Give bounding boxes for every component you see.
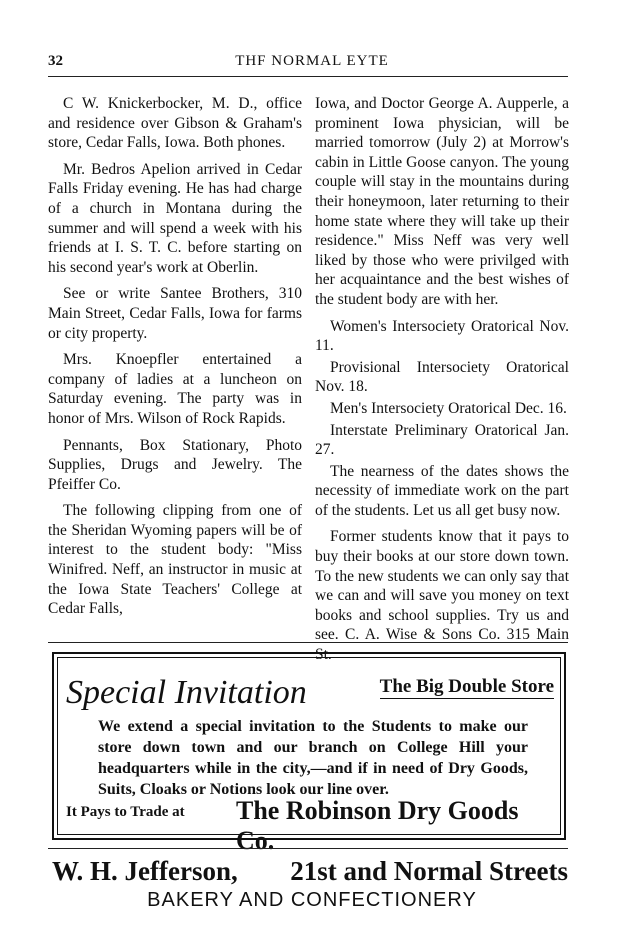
paragraph: Pennants, Box Stationary, Photo Supplies, Drugs and Jewelry. The Pfeiffer Co. xyxy=(48,436,302,493)
section-rule xyxy=(48,642,568,643)
right-column xyxy=(315,94,569,672)
paragraph: Mr. Bedros Apelion arrived in Cedar Falls Friday evening. He has had charge of a church in Montana during the summer and will spend a week with his friends at I. S. T. C. before starting on his second year's work at Oberlin. xyxy=(48,160,302,276)
ad-tagline: It Pays to Trade at xyxy=(66,804,185,820)
paragraph: The nearness of the dates shows the necessity of immediate work on the part of the students. Let us all get busy now. xyxy=(315,462,569,519)
paragraph: The following clipping from one of the Sheridan Wyoming papers will be of interest to the student body: "Miss Winifred. Neff, an instructor in music at the Iowa State Teachers' College at Cedar Falls, xyxy=(48,502,302,618)
ad-headline: Special Invitation xyxy=(66,674,307,711)
ad-body: We extend a special invitation to the Students to make our store down town and our branch on College Hill your headquarters while in the city,—and if in need of Dry Goods, Suits, Cloaks or Notions look our line over. xyxy=(98,718,528,798)
paragraph: Men's Intersociety Oratorical Dec. 16. xyxy=(330,399,567,417)
paragraph: C W. Knickerbocker, M. D., office and residence over Gibson & Graham's store, Cedar Falls, Iowa. Both phones. xyxy=(48,95,302,152)
jefferson-name: W. H. Jefferson, xyxy=(52,856,238,886)
paragraph: Women's Intersociety Oratorical Nov. 11. xyxy=(315,317,569,355)
ad-inner-border xyxy=(57,657,561,855)
running-title: THF NORMAL EYTE xyxy=(235,53,389,69)
left-column xyxy=(48,94,302,626)
robinson-advertisement xyxy=(52,652,566,855)
jefferson-business: BAKERY AND CONFECTIONERY xyxy=(147,889,477,911)
ad-store-tag: The Big Double Store xyxy=(379,676,554,697)
header-rule xyxy=(48,76,568,77)
paragraph: See or write Santee Brothers, 310 Main Street, Cedar Falls, Iowa for farms or city property. xyxy=(48,285,302,342)
page-number: 32 xyxy=(48,53,63,69)
jefferson-address: 21st and Normal Streets xyxy=(290,856,568,886)
ad-company-name: The Robinson Dry Goods Co. xyxy=(236,796,519,855)
paragraph: Interstate Preliminary Oratorical Jan. 27. xyxy=(315,421,569,459)
paragraph: Mrs. Knoepfler entertained a company of ladies at a luncheon on Saturday evening. The party was in honor of Mrs. Wilson of Rock Rapids. xyxy=(48,351,302,427)
section-rule xyxy=(48,848,568,849)
paragraph: Iowa, and Doctor George A. Aupperle, a prominent Iowa physician, will be married tomorrow (July 2) at Morrow's cabin in Little Goose canyon. The young couple will stay in the mountains during their honeymoon, later returning to their home state where they will take up their residence." Miss Neff was very well liked by those who were privilged with her acquaintance and the best wishes of the student body are with her. xyxy=(315,95,569,308)
paragraph: Provisional Intersociety Oratorical Nov. 18. xyxy=(315,358,569,396)
paragraph: Former students know that it pays to buy their books at our store down town. To the new students we can only say that we can and will save you money on text books and school supplies. Try us and see. C. A. Wise & Sons Co. 315 Main St. xyxy=(315,528,569,664)
